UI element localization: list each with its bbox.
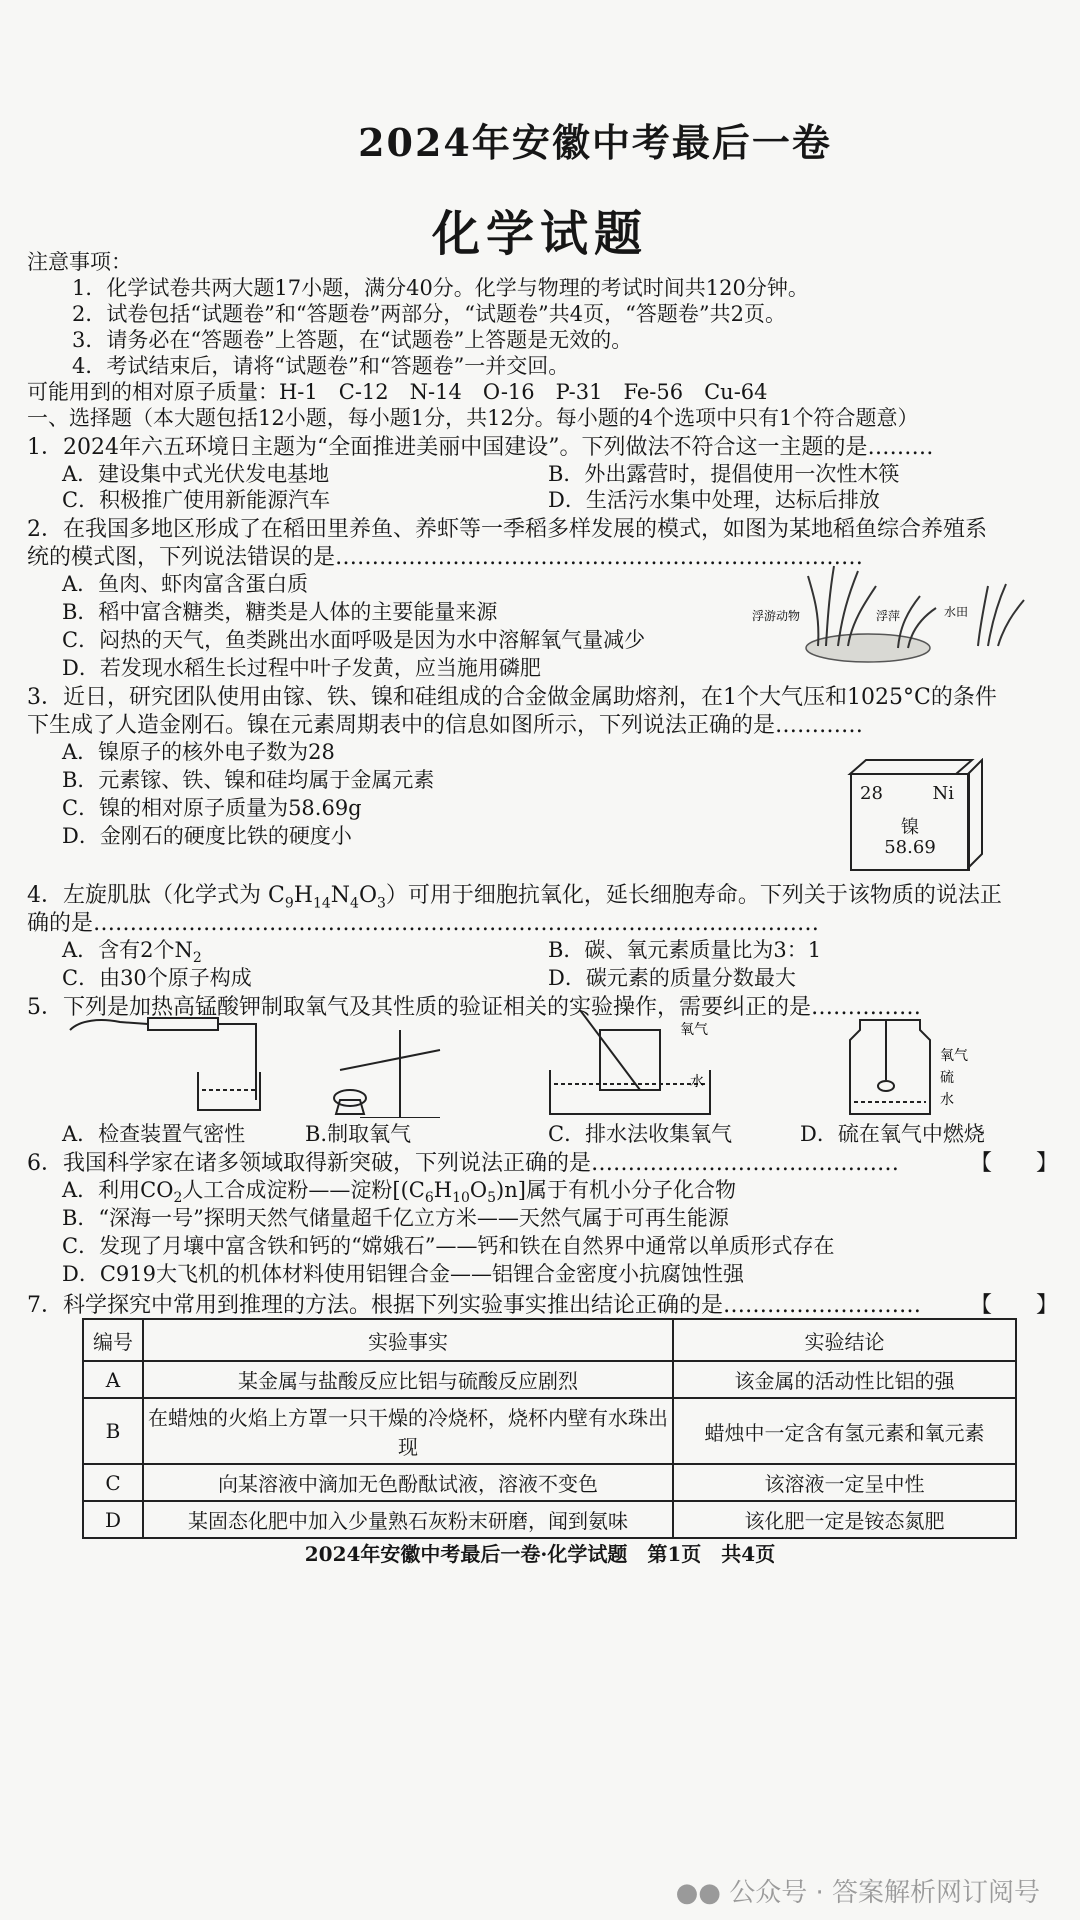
notice-item-1: 1．化学试卷共两大题17小题，满分40分。化学与物理的考试时间共120分钟。 [72, 276, 809, 300]
apparatus-a-tube [148, 1018, 218, 1030]
q1-option-d: D．生活污水集中处理，达标后排放 [548, 488, 880, 512]
q6-a-text-1: A．利用CO [62, 1178, 174, 1202]
section-heading: 一、选择题（本大题包括12小题，每小题1分，共12分。每小题的4个选项中只有1个符合题意） [27, 406, 919, 430]
q4-stem-prefix: 4．左旋肌肽（化学式为 C [27, 883, 285, 908]
q2-option-d: D．若发现水稻生长过程中叶子发黄，应当施用磷肥 [62, 656, 541, 680]
question-4-stem-2: 确的是……………………………………………………………………………………… [27, 911, 820, 936]
q5-option-c: C．排水法收集氧气 [548, 1122, 733, 1146]
q6-a-text-2: 人工合成淀粉——淀粉[(C [182, 1178, 425, 1202]
subject-title: 化学试题 [431, 206, 648, 262]
row-a-conclusion: 该金属的活动性比铝的强 [673, 1361, 1016, 1398]
apparatus-a-hand [70, 1020, 148, 1030]
q5-option-d: D．硫在氧气中燃烧 [800, 1122, 985, 1146]
apparatus-d-label-oxygen: 氧气 [940, 1048, 968, 1064]
q6-a-sub-1: 2 [173, 1190, 183, 1207]
formula-sub-o: 3 [376, 895, 386, 912]
q1-option-b: B．外出露营时，提倡使用一次性木筷 [548, 462, 900, 486]
formula-o: O [358, 883, 377, 908]
row-c-id: C [83, 1464, 143, 1501]
q4-option-d: D．碳元素的质量分数最大 [548, 966, 796, 990]
row-d-conclusion: 该化肥一定是铵态氮肥 [673, 1501, 1016, 1538]
formula-n: N [330, 883, 351, 908]
q7-answer-bracket: 【 】 [970, 1293, 1059, 1318]
wechat-icon: ●● [675, 1878, 721, 1908]
row-b-id: B [83, 1398, 143, 1464]
q1-option-a: A．建设集中式光伏发电基地 [62, 462, 330, 486]
q6-option-d: D．C919大飞机的机体材料使用铝锂合金——铝锂合金密度小抗腐蚀性强 [62, 1262, 744, 1286]
exam-title: 2024年安徽中考最后一卷 [358, 120, 832, 165]
notice-heading: 注意事项： [27, 250, 132, 274]
nickel-element-cell [850, 773, 970, 871]
q4-option-c: C．由30个原子构成 [62, 966, 252, 990]
notice-item-3: 3．请务必在“答题卷”上答题，在“试题卷”上答题是无效的。 [72, 328, 633, 352]
q4-a-sub: 2 [192, 950, 202, 967]
element-name: 镍 [901, 817, 919, 838]
formula-sub-c: 9 [284, 895, 294, 912]
table-row [83, 1361, 1016, 1398]
apparatus-c-label-water: 水 [690, 1074, 704, 1090]
q6-a-text-3: )n]属于有机小分子化合物 [496, 1178, 736, 1202]
q6-a-sub-2: 6 [424, 1190, 434, 1207]
q6-option-c: C．发现了月壤中富含铁和钙的“嫦娥石”——钙和铁在自然界中通常以单质形式存在 [62, 1234, 835, 1258]
formula-sub-n: 4 [350, 895, 359, 912]
element-symbol: Ni [932, 783, 954, 804]
table-row [83, 1464, 1016, 1501]
q2-option-b: B．稻中富含糖类，糖类是人体的主要能量来源 [62, 600, 498, 624]
table-row [83, 1398, 1016, 1464]
table-header-id: 编号 [83, 1319, 143, 1361]
apparatus-d-label-water: 水 [940, 1092, 954, 1108]
page-footer: 2024年安徽中考最后一卷·化学试题 第1页 共4页 [304, 1542, 776, 1566]
q6-a-h: H [433, 1178, 453, 1202]
q3-option-c: C．镍的相对原子质量为58.69g [62, 796, 362, 820]
row-a-fact: 某金属与盐酸反应比铝与硫酸反应剧烈 [143, 1361, 673, 1398]
q3-option-a: A．镍原子的核外电子数为28 [62, 740, 335, 764]
element-mass: 58.69 [884, 837, 936, 858]
apparatus-c-label-oxygen: 氧气 [680, 1022, 708, 1038]
table-header-fact: 实验事实 [143, 1319, 673, 1361]
q2-option-c: C．闷热的天气，鱼类跳出水面呼吸是因为水中溶解氧气量减少 [62, 628, 646, 652]
question-7-stem: 7．科学探究中常用到推理的方法。根据下列实验事实推出结论正确的是……………………… [27, 1293, 921, 1318]
wechat-watermark [676, 1872, 1040, 1909]
q7-results-table [82, 1318, 1017, 1539]
q5-apparatus-figures [60, 1010, 1070, 1118]
row-c-conclusion: 该溶液一定呈中性 [673, 1464, 1016, 1501]
atomic-mass-line: 可能用到的相对原子质量：H-1 C-12 N-14 O-16 P-31 Fe-56 Cu-64 [27, 380, 768, 404]
formula-h: H [293, 883, 313, 908]
apparatus-d-label-sulfur: 硫 [940, 1070, 954, 1086]
q5-option-a: A．检查装置气密性 [62, 1122, 246, 1146]
q2-option-a: A．鱼肉、虾肉富含蛋白质 [62, 572, 309, 596]
question-2-stem-2: 统的模式图，下列说法错误的是……………………………………………………………… [27, 545, 864, 570]
q4-option-b: B．碳、氧元素质量比为3：1 [548, 938, 822, 962]
watermark-text: 公众号 · 答案解析网订阅号 [729, 1878, 1040, 1908]
question-3-stem-2: 下生成了人造金刚石。镍在元素周期表中的信息如图所示，下列说法正确的是………… [27, 713, 864, 738]
table-header-conclusion: 实验结论 [673, 1319, 1016, 1361]
notice-item-2: 2．试卷包括“试题卷”和“答题卷”两部分，“试题卷”共4页，“答题卷”共2页。 [72, 302, 786, 326]
q4-stem-suffix: ）可用于细胞抗氧化，延长细胞寿命。下列关于该物质的说法正 [385, 883, 1002, 908]
q6-a-sub-3: 10 [452, 1190, 470, 1207]
question-5-stem: 5．下列是加热高锰酸钾制取氧气及其性质的验证相关的实验操作，需要纠正的是…………… [27, 995, 921, 1020]
table-header-row [83, 1319, 1016, 1361]
q5-option-b: B.制取氧气 [305, 1122, 412, 1146]
fig-label-plankton: 浮游动物 [752, 609, 801, 623]
rice-fish-figure [748, 556, 1068, 666]
q3-option-b: B．元素镓、铁、镍和硅均属于金属元素 [62, 768, 435, 792]
fig-label-duckweed: 浮萍 [876, 609, 901, 623]
row-b-conclusion: 蜡烛中一定含有氢元素和氧元素 [673, 1398, 1016, 1464]
q6-a-o: O [469, 1178, 488, 1202]
row-a-id: A [83, 1361, 143, 1398]
question-6-stem: 6．我国科学家在诸多领域取得新突破，下列说法正确的是…………………………………… [27, 1151, 899, 1176]
q3-option-d: D．金刚石的硬度比铁的硬度小 [62, 824, 352, 848]
q4-a-text: A．含有2个N [62, 938, 193, 962]
table-row [83, 1501, 1016, 1538]
notice-item-4: 4．考试结束后，请将“试题卷”和“答题卷”一并交回。 [72, 354, 570, 378]
question-1-stem: 1．2024年六五环境日主题为“全面推进美丽中国建设”。下列做法不符合这一主题的是……… [27, 435, 934, 460]
question-3-stem-1: 3．近日，研究团队使用由镓、铁、镍和硅组成的合金做金属助熔剂，在1个大气压和1025°C的条件 [27, 685, 997, 710]
element-number: 28 [860, 783, 883, 804]
q6-option-b: B．“深海一号”探明天然气储量超千亿立方米——天然气属于可再生能源 [62, 1206, 729, 1230]
q6-a-sub-4: 5 [487, 1190, 497, 1207]
row-d-fact: 某固态化肥中加入少量熟石灰粉末研磨，闻到氨味 [143, 1501, 673, 1538]
formula-sub-h: 14 [312, 895, 331, 912]
q1-option-c: C．积极推广使用新能源汽车 [62, 488, 331, 512]
row-b-fact: 在蜡烛的火焰上方罩一只干燥的冷烧杯，烧杯内壁有水珠出现 [143, 1398, 673, 1464]
fig-label-paddy: 水田 [944, 605, 969, 619]
question-2-stem-1: 2．在我国多地区形成了在稻田里养鱼、养虾等一季稻多样发展的模式，如图为某地稻鱼综合养殖系 [27, 517, 988, 542]
row-d-id: D [83, 1501, 143, 1538]
q6-answer-bracket: 【 】 [970, 1151, 1059, 1176]
row-c-fact: 向某溶液中滴加无色酚酞试液，溶液不变色 [143, 1464, 673, 1501]
